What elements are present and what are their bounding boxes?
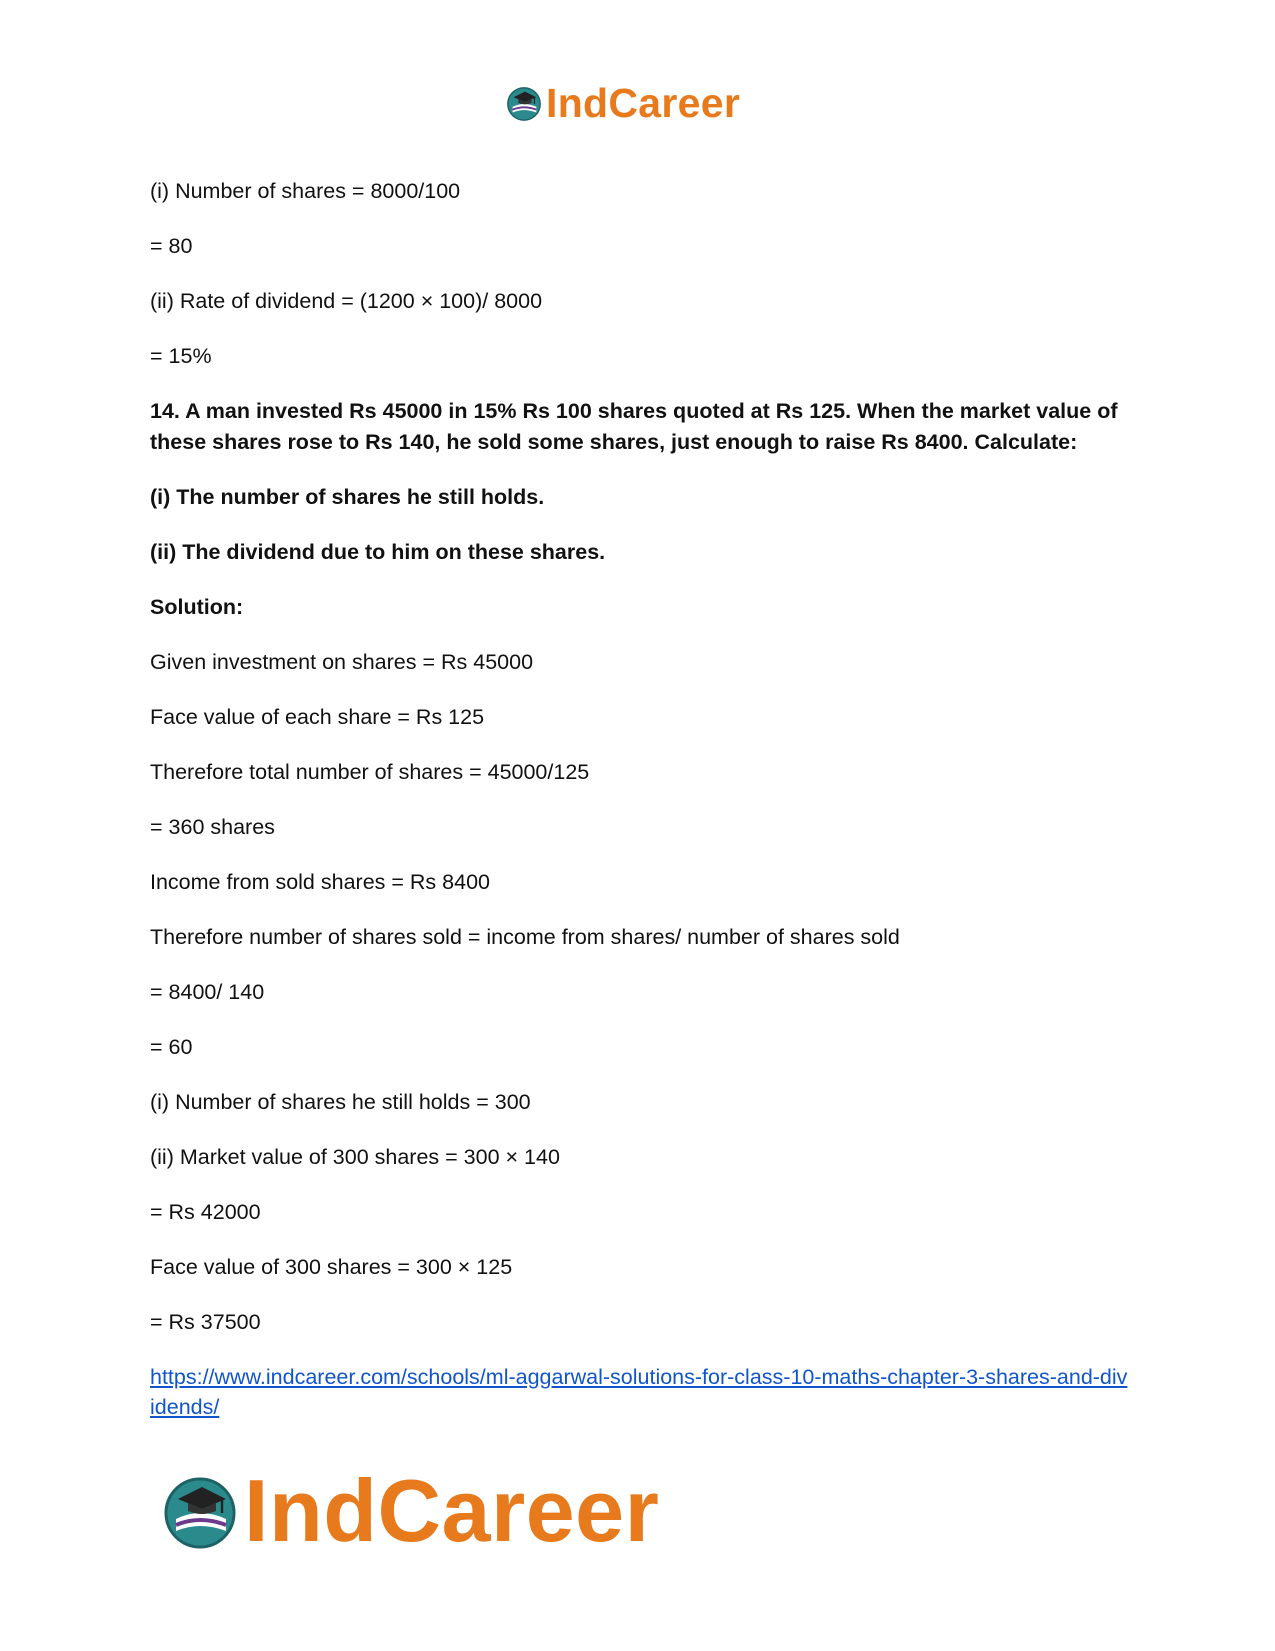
header-logo xyxy=(505,78,740,128)
document-body xyxy=(150,176,1130,1422)
solution-line: Face value of each share = Rs 125 xyxy=(150,705,485,729)
solution-label: Solution: xyxy=(150,595,244,619)
solution-line: = 60 xyxy=(150,1035,193,1059)
text-line: (i) Number of shares = 8000/100 xyxy=(150,179,461,203)
solution-line: = Rs 37500 xyxy=(150,1310,261,1334)
question-text: 14. A man invested Rs 45000 in 15% Rs 100 shares quoted at Rs 125. When the market value of these shares rose to Rs 140, he sold some shares, just enough to raise Rs 8400. Calculate: xyxy=(150,399,1118,454)
question-part-i: (i) The number of shares he still holds. xyxy=(150,485,545,509)
footer-logo xyxy=(160,1461,660,1560)
solution-line: Therefore number of shares sold = income from shares/ number of shares sold xyxy=(150,925,900,949)
brand-wordmark: IndCareer xyxy=(546,79,741,126)
solution-line: Face value of 300 shares = 300 × 125 xyxy=(150,1255,513,1279)
solution-line: Income from sold shares = Rs 8400 xyxy=(150,870,490,894)
solution-line: (i) Number of shares he still holds = 300 xyxy=(150,1090,531,1114)
solution-line: = 360 shares xyxy=(150,815,275,839)
source-link[interactable]: https://www.indcareer.com/schools/ml-aggarwal-solutions-for-class-10-maths-chapter-3-shares-and-dividends/ xyxy=(150,1365,1128,1419)
solution-line: = Rs 42000 xyxy=(150,1200,261,1224)
question-part-ii: (ii) The dividend due to him on these shares. xyxy=(150,540,606,564)
solution-line: Given investment on shares = Rs 45000 xyxy=(150,650,534,674)
solution-line: = 8400/ 140 xyxy=(150,980,265,1004)
solution-line: (ii) Market value of 300 shares = 300 × 140 xyxy=(150,1145,560,1169)
text-line: (ii) Rate of dividend = (1200 × 100)/ 8000 xyxy=(150,289,543,313)
text-line: = 15% xyxy=(150,344,212,368)
graduation-cap-book-globe-icon xyxy=(160,1471,240,1551)
text-line: = 80 xyxy=(150,234,193,258)
graduation-cap-book-globe-icon xyxy=(505,84,543,122)
solution-line: Therefore total number of shares = 45000/125 xyxy=(150,760,590,784)
brand-wordmark: IndCareer xyxy=(244,1461,660,1560)
